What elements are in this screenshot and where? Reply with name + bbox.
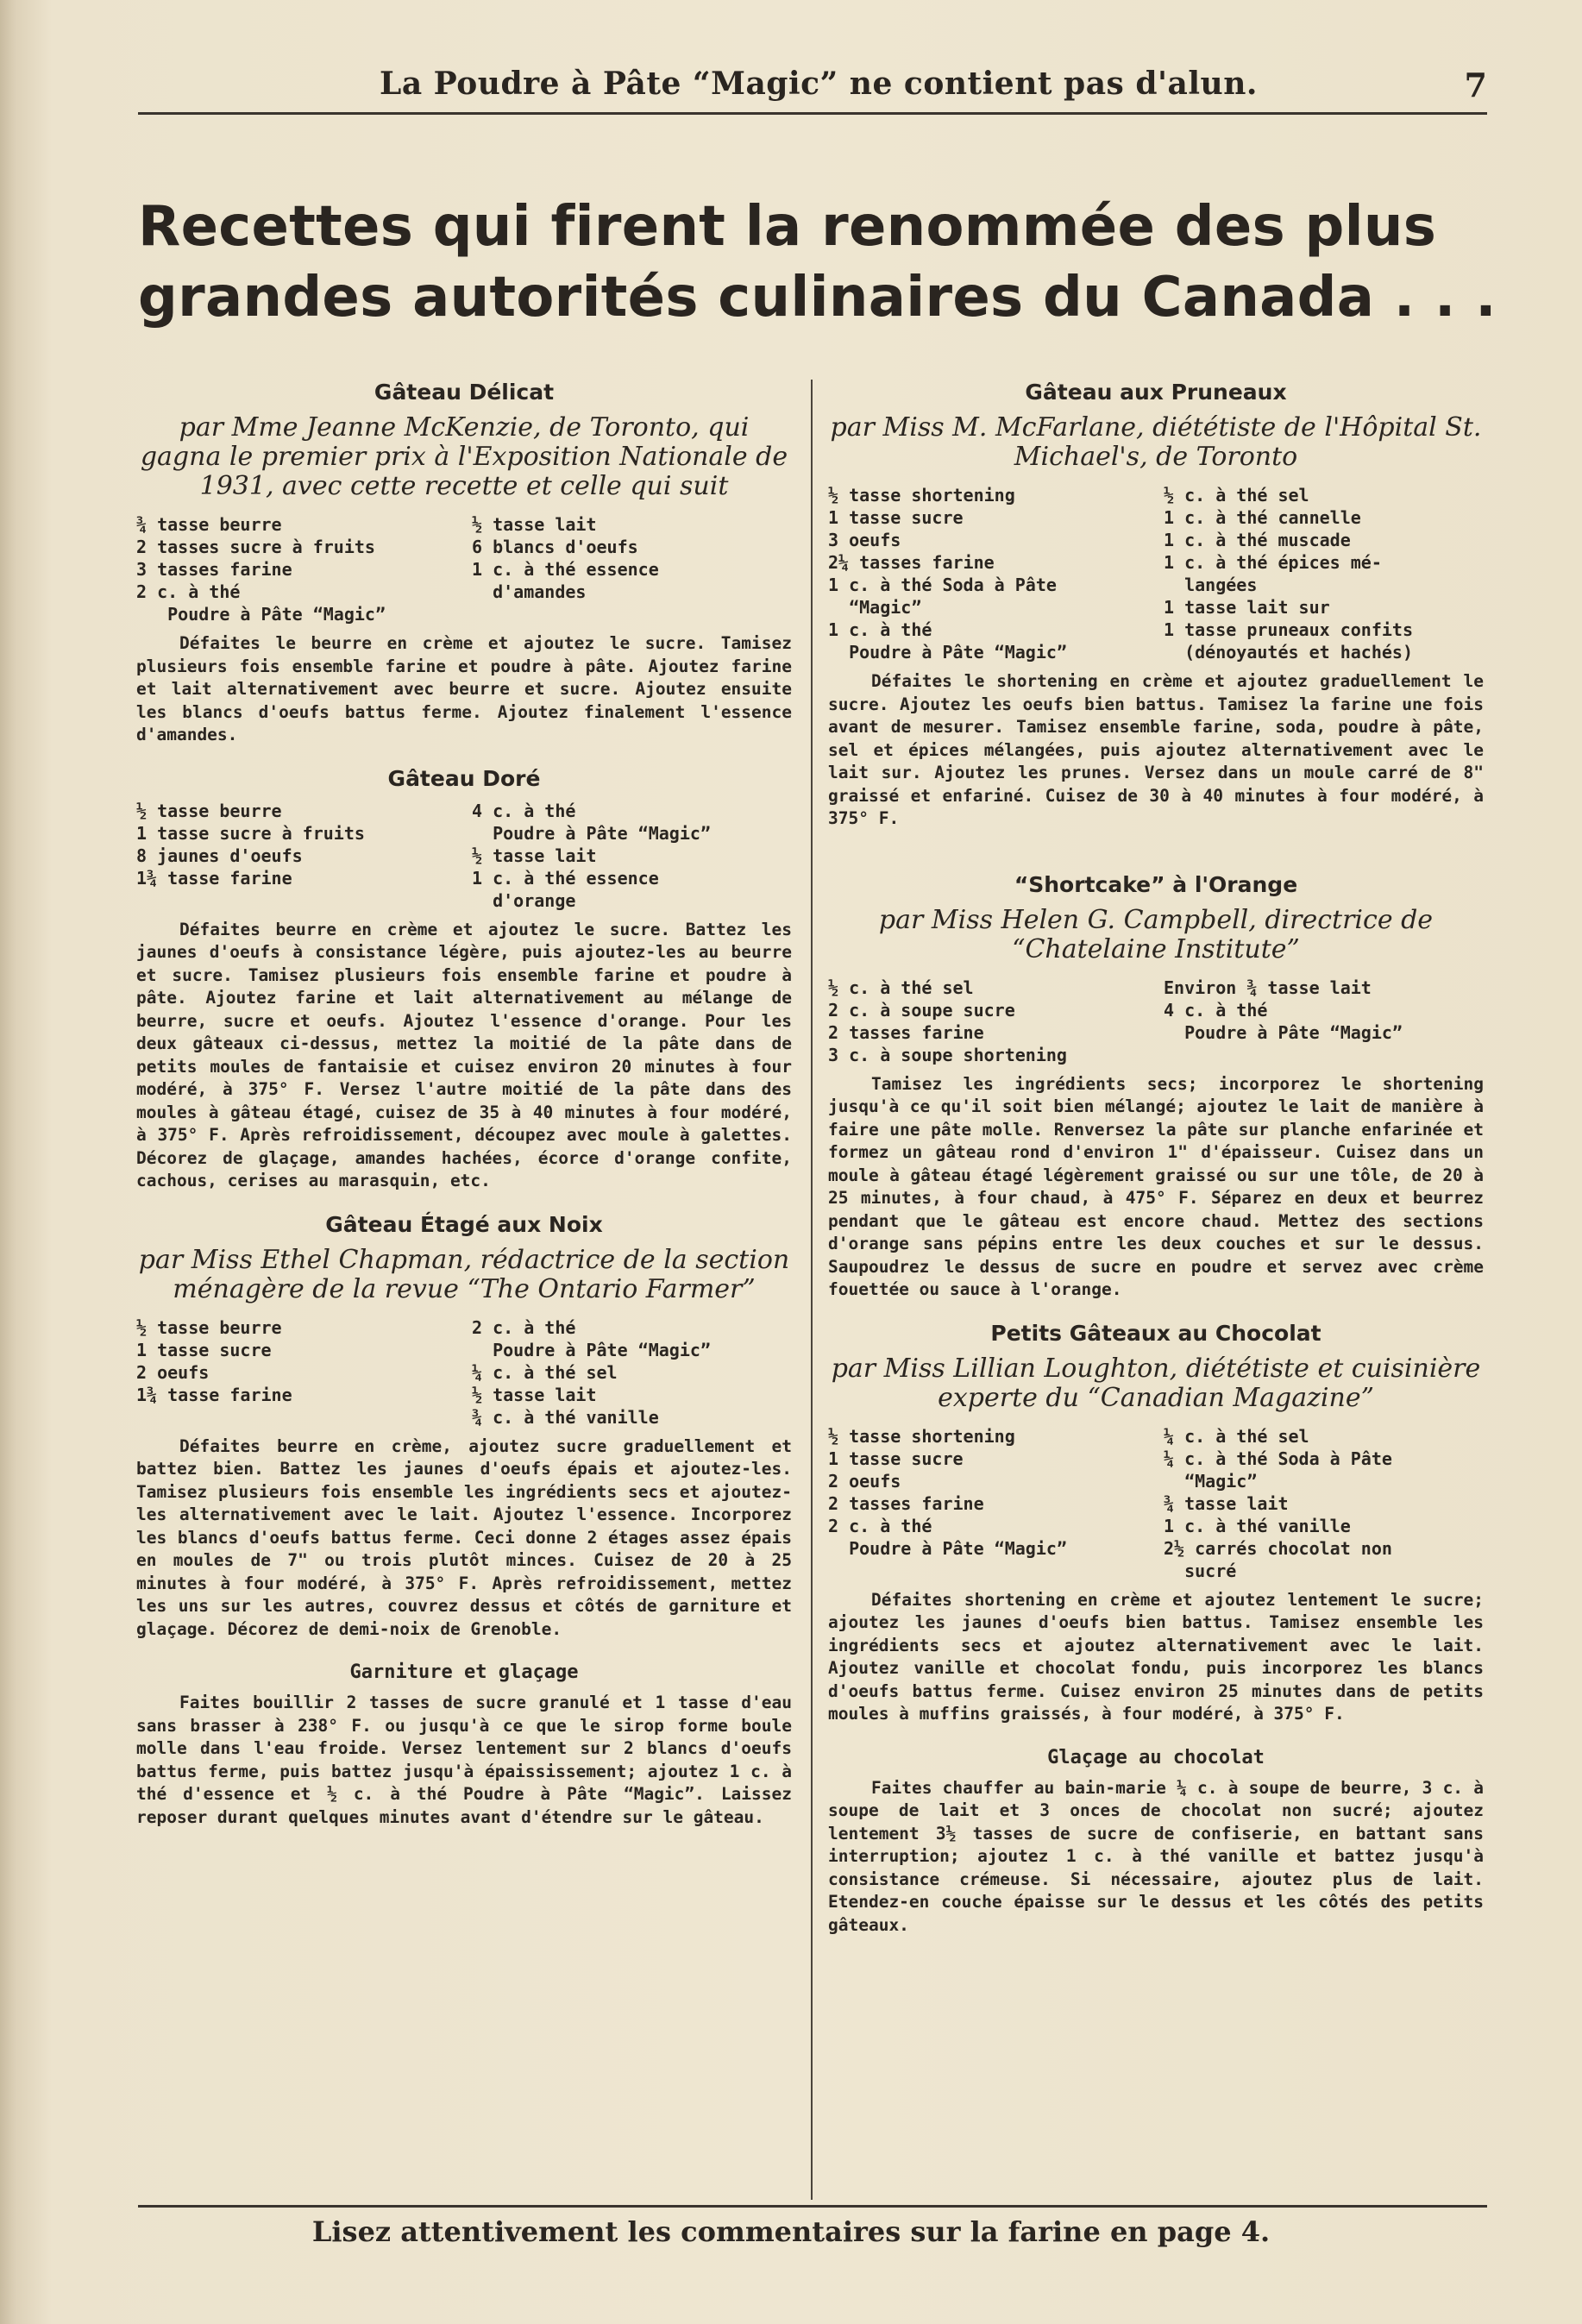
recipe-byline: par Miss Helen G. Campbell, directrice de “Chatelaine Institute” — [878, 904, 1434, 964]
recipe-gateau-delicat — [136, 380, 792, 747]
recipe-byline: par Miss M. McFarlane, diététiste de l'Hôpital St. Michael's, de Toronto — [830, 412, 1482, 472]
ingredients-col-a: ½ tasse shortening 1 tasse sucre 2 oeufs 2 tasses farine 2 c. à thé Poudre à Pâte “Magic” — [828, 1425, 1067, 1559]
sub-recipe-title: Glaçage au chocolat — [1047, 1746, 1265, 1768]
ingredients-list — [136, 1316, 792, 1429]
recipe-title: Gâteau aux Pruneaux — [1025, 380, 1287, 405]
recipe-instructions: Défaites beurre en crème et ajoutez le sucre. Battez les jaunes d'oeufs à consistance légère, puis ajoutez-les au beurre et sucre. Tamisez plusieurs fois ensemble farine et poudre à pâte. Ajoutez farine et lait alternativement au mélange de beurre, sucre et oeufs. Ajoutez l'essence d'orange. Pour les deux gâteaux ci-dessus, mettez la moitié de la pâte dans de petits moules de fantaisie et cuisez environ 20 minutes à four modéré, à 375° F. Versez l'autre moitié de la pâte dans des moules à gâteau étagé, cuisez de 35 à 40 minutes à four modéré, à 375° F. Après refroidissement, découpez avec moule à galettes. Décorez de glaçage, amandes hachées, écorce d'orange confite, cachous, cerises au marasquin, etc. — [136, 919, 792, 1190]
ingredients-col-a: ½ c. à thé sel 2 c. à soupe sucre 2 tasses farine 3 c. à soupe shortening — [828, 977, 1067, 1065]
ingredients-col-b: ½ c. à thé sel 1 c. à thé cannelle 1 c. à thé muscade 1 c. à thé épices mé- langées 1 tasse lait sur 1 tasse pruneaux confits (dénoyautés et hachés) — [1164, 485, 1413, 663]
sub-recipe-title: Garniture et glaçage — [349, 1661, 579, 1683]
ingredients-col-a: ½ tasse beurre 1 tasse sucre 2 oeufs 1¾ tasse farine — [136, 1316, 292, 1405]
ingredients-list — [136, 800, 792, 912]
recipe-instructions: Tamisez les ingrédients secs; incorporez le shortening jusqu'à ce qu'il soit bien mélangé; ajoutez le lait de manière à faire une pâte molle. Renversez la pâte sur planche enfarinée et formez un gâteau rond d'environ 1" d'épaisseur. Cuisez dans un moule à gâteau étagé légèrement graissé ou sur une tôle, de 20 à 25 minutes, à four chaud, à 475° F. Séparez en deux et beurrez pendant que le gâteau est encore chaud. Mettez des sections d'orange sans pépins entre les deux couches et sur le dessus. Saupoudrez le dessus de sucre en poudre et servez avec crème fouettée ou sauce à l'orange. — [828, 1073, 1484, 1299]
right-column — [828, 380, 1484, 1956]
footer-rule — [138, 2205, 1487, 2208]
sub-recipe-instructions: Faites bouillir 2 tasses de sucre granulé et 1 tasse d'eau sans brasser à 238° F. ou jusqu'à ce que le sirop forme boule molle dans l'eau froide. Versez lentement sur 2 blancs d'oeufs battus ferme, puis battez jusqu'à épaississement; ajoutez 1 c. à thé d'essence et ½ c. à thé Poudre à Pâte “Magic”. Laissez reposer durant quelques minutes avant d'étendre sur le gâteau. — [136, 1693, 792, 1827]
page-title: Recettes qui firent la renommée des plus grandes autorités culinaires du Canada . . . — [138, 195, 1497, 330]
ingredients-col-a: ½ tasse beurre 1 tasse sucre à fruits 8 jaunes d'oeufs 1¾ tasse farine — [136, 800, 365, 889]
ingredients-col-b: ½ tasse lait 6 blancs d'oeufs 1 c. à thé essence d'amandes — [472, 514, 659, 602]
ingredients-col-b: 4 c. à thé Poudre à Pâte “Magic” ½ tasse lait 1 c. à thé essence d'orange — [472, 800, 711, 911]
recipe-title: Petits Gâteaux au Chocolat — [990, 1320, 1321, 1346]
recipe-instructions: Défaites shortening en crème et ajoutez lentement le sucre; ajoutez les jaunes d'oeufs bien battus. Tamisez ensemble les ingrédients secs et ajoutez alternativement avec le lait. Ajoutez vanille et chocolat fondu, puis incorporez les blancs d'oeufs battus ferme. Cuisez environ 25 minutes dans de petits moules à muffins graissés, à four modéré, à 375° F. — [828, 1589, 1484, 1724]
recipe-byline: par Mme Jeanne McKenzie, de Toronto, qui gagna le premier prix à l'Exposition Nationale de 1931, avec cette recette et celle qui suit — [140, 412, 788, 501]
recipe-title: Gâteau Délicat — [374, 380, 555, 405]
recipe-gateau-dore — [136, 766, 792, 1193]
footer-note: Lisez attentivement les commentaires sur la farine en page 4. — [311, 2215, 1271, 2248]
ingredients-col-b: Environ ¾ tasse lait 4 c. à thé Poudre à Pâte “Magic” — [1164, 977, 1403, 1043]
recipe-instructions: Défaites le beurre en crème et ajoutez le sucre. Tamisez plusieurs fois ensemble farine et poudre à pâte. Ajoutez farine et lait alternativement avec beurre et sucre. Ajoutez ensuite les blancs d'oeufs battus ferme. Ajoutez finalement l'essence d'amandes. — [136, 633, 792, 744]
ingredients-list — [828, 977, 1484, 1066]
ingredients-list — [828, 1425, 1484, 1582]
page-number: 7 — [1464, 66, 1487, 104]
recipe-title: “Shortcake” à l'Orange — [1014, 871, 1298, 897]
recipe-petits-gateaux-chocolat — [828, 1321, 1484, 1938]
ingredients-list — [136, 513, 792, 625]
ingredients-col-a: ½ tasse shortening 1 tasse sucre 3 oeufs 2¼ tasses farine 1 c. à thé Soda à Pâte “Magic” 1 c. à thé Poudre à Pâte “Magic” — [828, 485, 1067, 663]
ingredients-col-b: ¼ c. à thé sel ¼ c. à thé Soda à Pâte “Magic” ¾ tasse lait 1 c. à thé vanille 2½ carrés chocolat non sucré — [1164, 1425, 1392, 1581]
sub-recipe-instructions: Faites chauffer au bain-marie ¼ c. à soupe de beurre, 3 c. à soupe de lait et 3 onces de chocolat non sucré; ajoutez lentement 3½ tasses de sucre de confiserie, en battant sans interruption; ajoutez 1 c. à thé vanille et battez jusqu'à consistance crémeuse. Si nécessaire, ajoutez plus de lait. Etendez-en couche épaisse sur le dessus et les côtés des petits gâteaux. — [828, 1777, 1484, 1935]
recipe-title: Gâteau Doré — [387, 765, 541, 791]
recipe-gateau-pruneaux — [828, 380, 1484, 831]
column-divider — [811, 380, 813, 2200]
recipe-gateau-etage-noix — [136, 1212, 792, 1830]
running-title: La Poudre à Pâte “Magic” ne contient pas d'alun. — [380, 66, 1258, 102]
recipe-byline: par Miss Lillian Loughton, diététiste et cuisinière experte du “Canadian Magazine” — [831, 1353, 1481, 1413]
running-header — [138, 60, 1487, 115]
ingredients-col-b: 2 c. à thé Poudre à Pâte “Magic” ¼ c. à thé sel ½ tasse lait ¾ c. à thé vanille — [472, 1316, 711, 1428]
recipe-title: Gâteau Étagé aux Noix — [325, 1211, 603, 1237]
ingredients-col-a: ¾ tasse beurre 2 tasses sucre à fruits 3 tasses farine 2 c. à thé Poudre à Pâte “Magic” — [136, 514, 386, 625]
ingredients-list — [828, 484, 1484, 663]
recipe-byline: par Miss Ethel Chapman, rédactrice de la section ménagère de la revue “The Ontario Farmer” — [138, 1244, 790, 1304]
recipe-shortcake-orange — [828, 872, 1484, 1302]
left-column — [136, 380, 792, 1848]
recipe-instructions: Défaites le shortening en crème et ajoutez graduellement le sucre. Ajoutez les oeufs bien battus. Tamisez la farine une fois avant de mesurer. Tamisez ensemble farine, soda, poudre à pâte, sel et épices mélangées, puis ajoutez alternativement avec le lait sur. Ajoutez les prunes. Versez dans un moule carré de 8" graissé et enfariné. Cuisez de 30 à 40 minutes à four modéré, à 375° F. — [828, 671, 1484, 828]
recipe-instructions: Défaites beurre en crème, ajoutez sucre graduellement et battez bien. Battez les jaunes d'oeufs épais et ajoutez-les. Tamisez plusieurs fois ensemble les ingrédients secs et ajoutez-les alternativement avec le lait. Ajoutez l'essence. Incorporez les blancs d'oeufs battus ferme. Ceci donne 2 étages assez épais en moules de 7" ou trois plutôt minces. Cuisez de 20 à 25 minutes à four modéré, à 375° F. Après refroidissement, mettez les uns sur les autres, couvrez dessus et côtés de garniture et glaçage. Décorez de demi-noix de Grenoble. — [136, 1435, 792, 1639]
